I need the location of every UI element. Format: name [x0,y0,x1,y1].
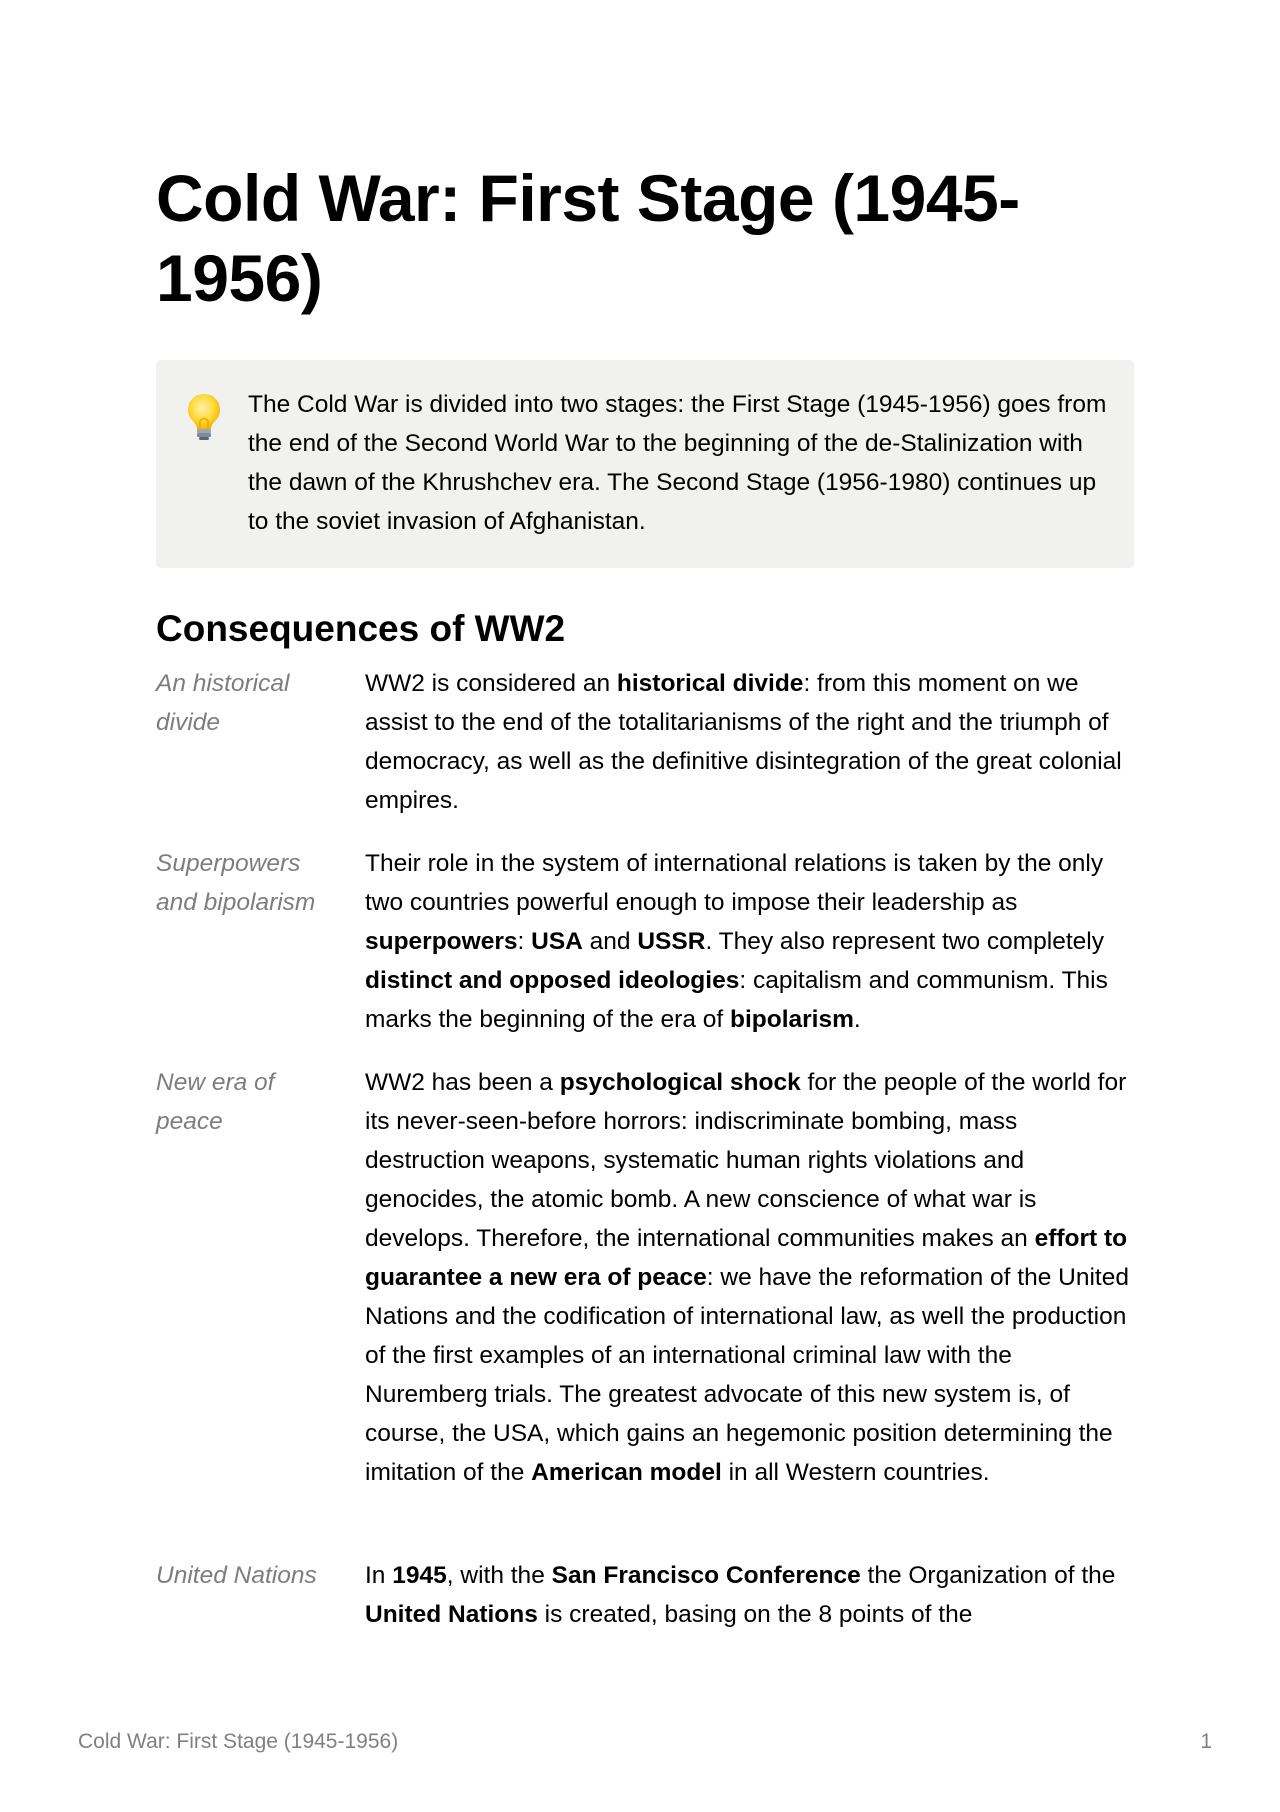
text-run: . [853,1006,861,1033]
text-run: is created, basing on the 8 points of the [537,1601,973,1628]
description-historical-divide [365,664,1140,820]
footer-page-number: 1 [1200,1730,1212,1753]
bold-text: American model [531,1459,722,1486]
bold-text: bipolarism [730,1006,854,1033]
text-run: : from this moment on we assist to the end of the totalitarianisms of the right and the triumph of democracy, as well as the definitive disintegration of the great colonial empires. [365,670,1122,814]
bold-text: San Francisco Conference [551,1562,861,1589]
text-run: : [517,928,532,955]
callout-text: The Cold War is divided into two stages: the First Stage (1945-1956) goes from the end of the Second World War to the beginning of the de-Stalinization with the dawn of the Khrushchev era. The Second Stage (1956-1980) continues up to the soviet invasion of Afghanistan. [248,391,1107,535]
term-historical-divide: An historical divide [156,670,290,736]
text-run: Their role in the system of international relations is taken by the only two countries powerful enough to impose their leadership as [365,850,1104,916]
term-superpowers-bipolarism: Superpowers and bipolarism [156,850,316,916]
bold-text: effort to guarantee a new era of peace [365,1225,1128,1291]
text-run: In [365,1562,393,1589]
callout [156,360,1134,568]
bold-text: distinct and opposed ideologies [365,967,740,994]
term-united-nations: United Nations [156,1562,317,1589]
text-run: in all Western countries. [721,1459,990,1486]
text-run: WW2 is considered an [365,670,617,697]
text-run: for the people of the world for its never-seen-before horrors: indiscriminate bombing, mass destruction weapons, systematic human rights violations and genocides, the atomic bomb. A new conscience of what war is develops. Therefore, the international communities makes an [365,1069,1127,1252]
footer-title: Cold War: First Stage (1945-1956) [78,1730,399,1753]
description-new-era-of-peace [365,1063,1140,1492]
text-run: : we have the reformation of the United Nations and the codification of international law, as well the production of the first examples of an international criminal law with the Nuremberg trials. The greatest advocate of this new system is, of course, the USA, which gains an hegemonic position determining the imitation of the [365,1264,1129,1486]
term-new-era-of-peace: New era of peace [156,1069,275,1135]
text-run: : capitalism and communism. This marks the beginning of the era of [365,967,1108,1033]
bold-text: United Nations [365,1601,538,1628]
bold-text: USSR [637,928,706,955]
section-heading: Consequences of WW2 [156,608,566,649]
bold-text: 1945 [392,1562,447,1589]
bold-text: USA [531,928,583,955]
lightbulb-icon [186,392,222,442]
text-run: . They also represent two completely [705,928,1104,955]
bold-text: superpowers [365,928,518,955]
text-run: and [582,928,638,955]
bold-text: psychological shock [559,1069,801,1096]
description-united-nations [365,1556,1140,1634]
text-run: WW2 has been a [365,1069,560,1096]
page-title: Cold War: First Stage (1945-1956) [156,161,1020,315]
description-superpowers-bipolarism [365,844,1140,1039]
text-run: the Organization of the [860,1562,1116,1589]
text-run: , with the [446,1562,552,1589]
bold-text: historical divide [616,670,804,697]
